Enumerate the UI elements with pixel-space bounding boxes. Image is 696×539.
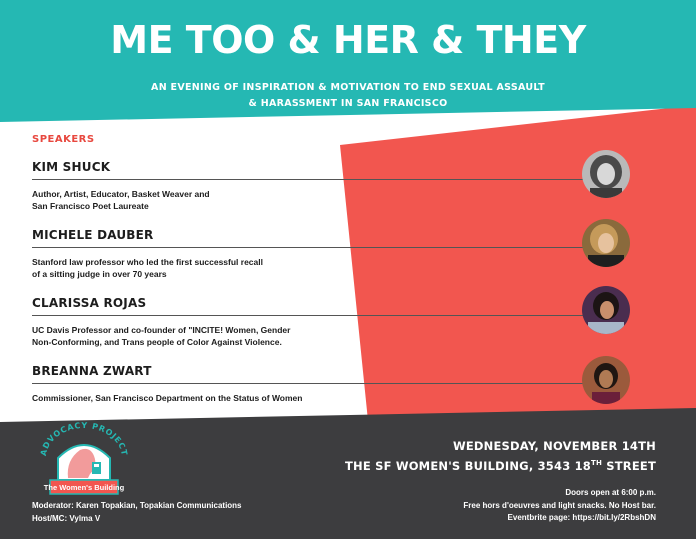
subtitle-line-2: & HARASSMENT IN SAN FRANCISCO	[248, 98, 448, 109]
speaker-name: CLARISSA ROJAS	[32, 296, 147, 310]
speaker-name: MICHELE DAUBER	[32, 228, 154, 242]
divider	[32, 179, 587, 180]
avatar	[582, 356, 630, 404]
subtitle-line-1: AN EVENING OF INSPIRATION & MOTIVATION TO END SEXUAL ASSAULT	[151, 82, 545, 93]
speaker-bio: Stanford law professor who led the first successful recall of a sitting judge in over 70 years	[32, 257, 263, 279]
doors-time: Doors open at 6:00 p.m.	[565, 488, 656, 497]
event-date: WEDNESDAY, NOVEMBER 14TH	[452, 439, 656, 453]
host-credit: Host/MC: Vylma V	[32, 513, 101, 523]
speaker-name: BREANNA ZWART	[32, 364, 152, 378]
credits	[32, 500, 242, 525]
event-venue: THE SF WOMEN'S BUILDING, 3543 18TH STREET	[344, 459, 656, 473]
page-title: ME TOO & HER & THEY	[110, 18, 586, 62]
logo-icon	[28, 418, 140, 500]
womens-building-logo	[28, 418, 140, 500]
speaker-bio: UC Davis Professor and co-founder of "INCITE! Women, Gender Non-Conforming, and Trans people of Color Against Violence.	[32, 325, 291, 347]
speaker-kim-shuck	[32, 160, 632, 211]
speaker-bio: Commissioner, San Francisco Department on the Status of Women	[32, 393, 303, 403]
svg-text:The Women's Building: The Women's Building	[43, 483, 125, 492]
speaker-clarissa-rojas	[32, 296, 632, 347]
divider	[32, 383, 587, 384]
avatar	[582, 219, 630, 267]
svg-text:ADVOCACY PROJECT: ADVOCACY PROJECT	[38, 420, 130, 457]
food-info: Free hors d'oeuvres and light snacks. No Host bar.	[463, 500, 656, 510]
divider	[32, 315, 587, 316]
speaker-breanna-zwart	[32, 364, 632, 403]
avatar	[582, 286, 630, 334]
speaker-name: KIM SHUCK	[32, 160, 111, 174]
speakers-heading: SPEAKERS	[32, 134, 95, 145]
divider	[32, 247, 587, 248]
eventbrite-link[interactable]: Eventbrite page: https://bit.ly/2RbshDN	[507, 513, 656, 522]
speaker-bio: Author, Artist, Educator, Basket Weaver and San Francisco Poet Laureate	[32, 189, 210, 211]
event-details	[463, 487, 656, 525]
avatar	[582, 150, 630, 198]
speaker-michele-dauber	[32, 228, 632, 279]
moderator-credit: Moderator: Karen Topakian, Topakian Communications	[32, 501, 242, 510]
